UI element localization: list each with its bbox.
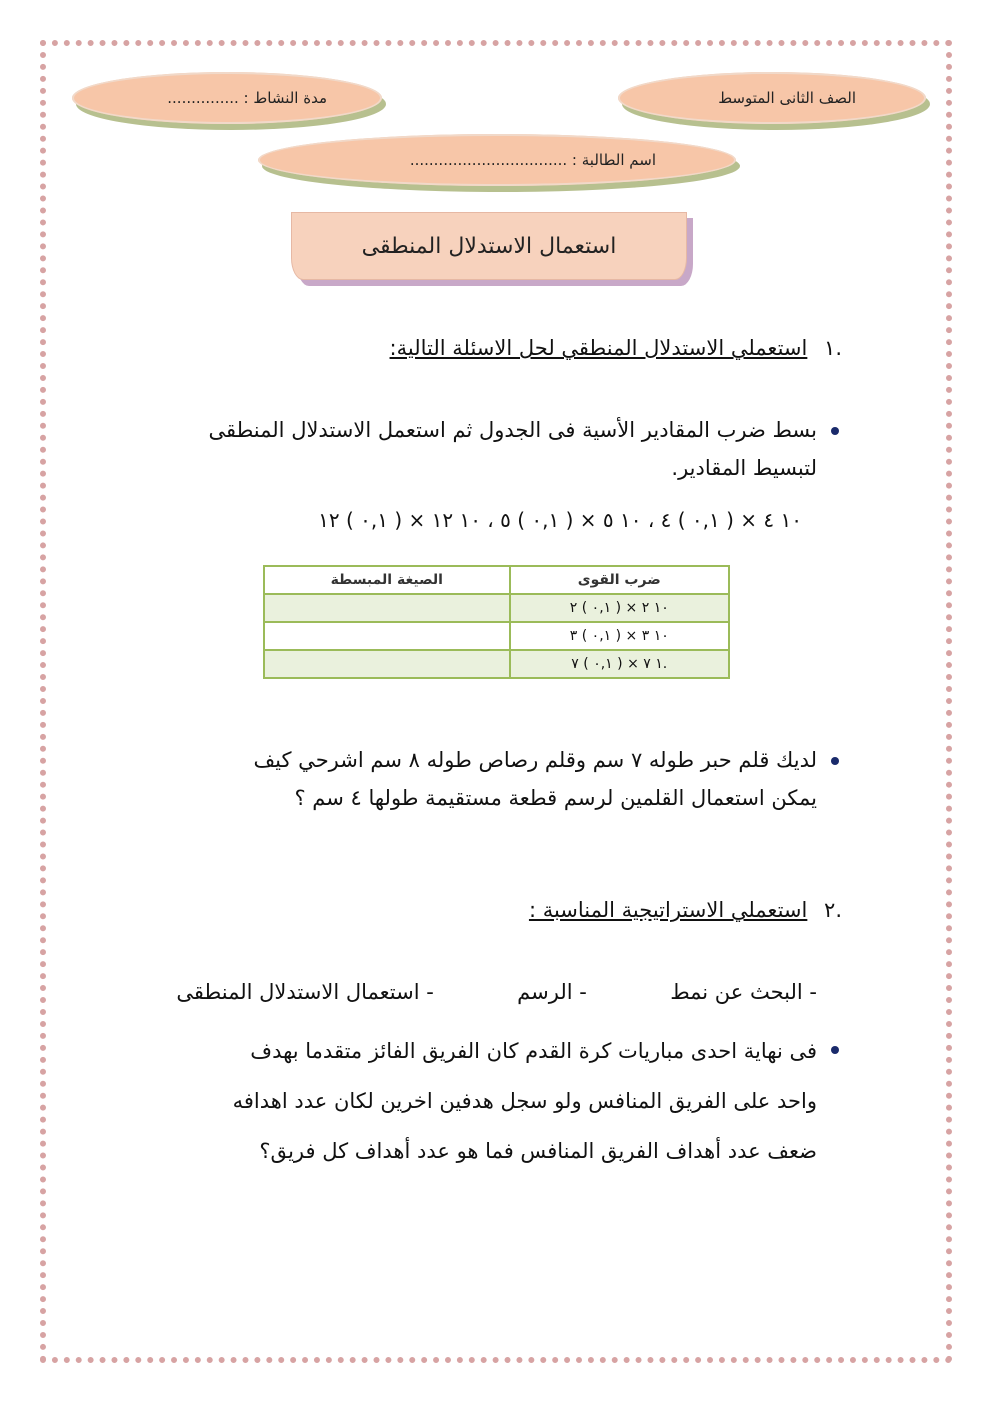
table-cell: ١٠ ٢ × ( ٠,١ ) ٢ — [510, 594, 729, 622]
q2-bullet — [152, 1026, 817, 1176]
strategy-item: - استعمال الاستدلال المنطقى — [176, 980, 434, 1004]
q1-number: .١ — [824, 336, 842, 360]
q1-heading-text: استعملي الاستدلال المنطقي لحل الاسئلة التالية: — [389, 336, 808, 360]
q1-bullet-1 — [152, 411, 817, 487]
q2-heading-text: استعملي الاستراتيجية المناسبة : — [528, 898, 808, 922]
q2-bullet-line3: ضعف عدد أهداف الفريق المنافس فما هو عدد أهداف كل فريق؟ — [259, 1139, 817, 1163]
q2-bullet-line1: فى نهاية احدى مباريات كرة القدم كان الفريق الفائز متقدما بهدف — [250, 1039, 817, 1063]
worksheet-title — [291, 212, 687, 280]
q2-heading — [529, 898, 842, 922]
table-header-cell: ضرب القوى — [510, 566, 729, 594]
duration-text: مدة النشاط : ............... — [167, 89, 327, 107]
table-cell: ١٠ ٣ × ( ٠,١ ) ٣ — [510, 622, 729, 650]
strategy-item: - البحث عن نمط — [670, 980, 817, 1004]
answer-cell[interactable] — [264, 650, 510, 678]
table-row — [264, 594, 729, 622]
title-text: استعمال الاستدلال المنطقى — [361, 233, 617, 259]
table-header-row — [264, 566, 729, 594]
powers-table — [263, 565, 730, 679]
grade-label — [618, 72, 926, 124]
q1-bullet2-line1: لديك قلم حبر طوله ٧ سم وقلم رصاص طوله ٨ سم اشرحي كيف — [253, 748, 817, 772]
answer-cell[interactable] — [264, 622, 510, 650]
bullet-icon — [831, 757, 839, 765]
q2-bullet-line2: واحد على الفريق المنافس ولو سجل هدفين اخرين لكان عدد اهدافه — [232, 1089, 817, 1113]
student-name-text: اسم الطالبة : ................................. — [409, 151, 656, 169]
strategy-item: - الرسم — [517, 980, 587, 1004]
q1-bullet1-line1: بسط ضرب المقادير الأسية فى الجدول ثم استعمل الاستدلال المنطقى — [208, 418, 817, 442]
table-row — [264, 622, 729, 650]
q1-bullet1-line2: لتبسيط المقادير. — [671, 456, 817, 480]
table-cell: .١ ٧ × ( ٠,١ ) ٧ — [510, 650, 729, 678]
q1-bullet-2 — [152, 741, 817, 817]
table-row — [264, 650, 729, 678]
table-header-cell: الصيغة المبسطة — [264, 566, 510, 594]
exponent-expression: ١٠ ٤ × ( ٠,١ ) ٤ ، ١٠ ٥ × ( ٠,١ ) ٥ ، ١٠ ١٢ × ( ٠,١ ) ١٢ — [318, 508, 802, 532]
q1-heading — [390, 336, 842, 360]
bullet-icon — [831, 1046, 839, 1054]
bullet-icon — [831, 427, 839, 435]
student-name-label — [258, 134, 736, 186]
q2-number: .٢ — [824, 898, 842, 922]
q1-bullet2-line2: يمكن استعمال القلمين لرسم قطعة مستقيمة طولها ٤ سم ؟ — [294, 786, 817, 810]
grade-text: الصف الثانى المتوسط — [718, 89, 856, 107]
strategy-list — [152, 980, 817, 1004]
duration-label — [72, 72, 382, 124]
answer-cell[interactable] — [264, 594, 510, 622]
